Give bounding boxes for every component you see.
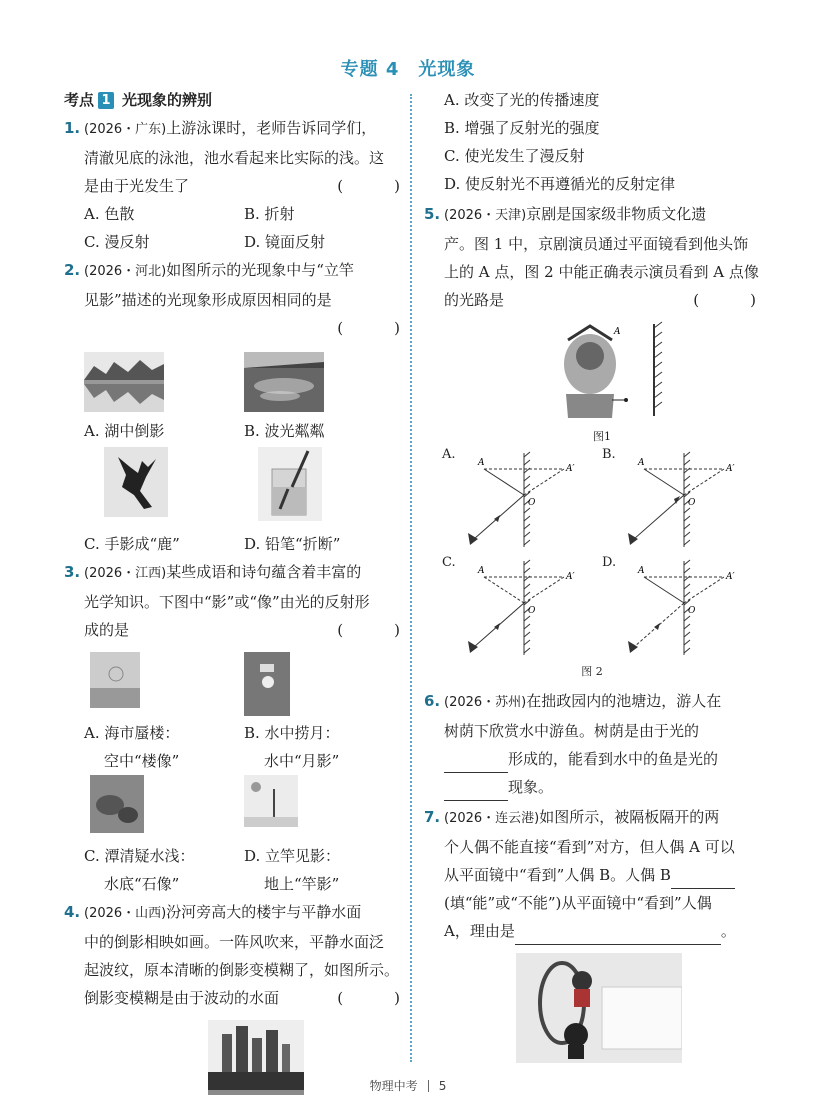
question-text: 京剧是国家级非物质文化遗 [526,205,707,223]
section-label: 考点 [64,91,95,109]
question-text: 是由于光发生了 [84,177,190,195]
question-text: 中的倒影相映如画。一阵风吹来，平静水面泛 [84,933,385,951]
ray-diagram-option-b [584,449,744,553]
page-title: 专题 4 光现象 [340,59,476,80]
question-number: 4. [64,903,81,921]
virtual-ray [684,577,724,603]
question-source: (2026・江西) [84,566,167,581]
question-text: 在拙政园内的池塘边，游人在 [526,692,722,710]
mirror-hatch [684,616,690,621]
point-a-prime-label: A′ [726,572,735,582]
ray-diagram [434,449,584,553]
option-c: C. 潭清疑水浅： 水底“石像” [84,847,195,893]
mirror-hatch [684,476,690,481]
mirror-hatch [684,484,690,489]
question-source: (2026・天津) [444,208,527,223]
question-text: 上的 A 点，图 2 中能正确表示演员看到 A 点像 [444,263,759,281]
ray-diagram [594,449,744,553]
question-text: 树荫下欣赏水中游鱼。树荫是由于光的 [444,722,700,740]
dolls-mirror-photo [516,953,682,1063]
option-c: C. 手影成“鹿” [84,535,180,553]
mirror-hatch [524,648,530,653]
mirror-hatch [524,484,530,489]
option-a: A. 改变了光的传播速度 [444,91,600,109]
point-a-label: A [614,327,621,337]
answer-blank-1[interactable] [444,755,508,773]
question-1 [64,114,418,256]
mirror-hatch [524,516,530,521]
moon-in-water-photo [244,652,290,716]
clear-pond-photo [90,775,144,833]
question-number: 3. [64,563,81,581]
mirror-hatch [524,560,530,565]
virtual-ray [524,577,564,603]
eye-icon [628,533,638,545]
mirror-hatch [684,460,690,465]
left-column [64,86,418,1095]
virtual-ray [684,469,724,495]
footer-book-title: 物理中考 [369,1079,418,1093]
point-a-label: A [478,458,485,468]
mirror-hatch [684,624,690,629]
diagram-option-label: B. [602,447,616,462]
incident-ray [644,469,684,495]
ray-diagram-option-d [584,557,744,661]
option-a: A. 色散 [84,205,135,223]
question-number: 1. [64,119,81,137]
question-text: (填“能”或“不能”)从平面镜中“看到”人偶 [444,894,712,912]
option-a: A. 湖中倒影 [84,422,165,440]
incident-ray [484,577,524,603]
mirror-hatch [684,592,690,597]
right-column [424,86,774,1072]
water-sparkle-photo [244,352,324,412]
mirror-hatch [684,648,690,653]
mirror-hatch [524,624,530,629]
hand-shadow-deer-photo [104,447,168,517]
answer-blank-2[interactable] [444,783,508,801]
question-text: 光学知识。下图中“影”或“像”由光的反射形 [84,593,370,611]
question-text: 产。图 1 中，京剧演员通过平面镜看到他头饰 [444,235,749,253]
mirror-hatch [524,616,530,621]
mirror-hatch [684,516,690,521]
question-source: (2026・广东) [84,122,167,137]
section-text: 光现象的辨别 [122,91,213,109]
mirror-hatch [684,540,690,545]
question-source: (2026・连云港) [444,811,540,826]
question-text: 清澈见底的泳池，池水看起来比实际的浅。这 [84,149,385,167]
column-divider [410,94,412,1062]
question-3 [64,558,418,898]
option-d: D. 立竿见影： 地上“竿影” [244,847,341,893]
page-footer [0,1072,816,1095]
question-2 [64,256,418,558]
option-c: C. 漫反射 [84,233,150,251]
mirror-hatch [684,568,690,573]
ray-diagram-options [424,449,754,663]
question-text: 形成的，能看到水中的鱼是光的 [508,750,719,768]
option-d: D. 使反射光不再遵循光的反射定律 [444,175,676,193]
question-text: 如图所示的光现象中与“立竿 [166,261,354,279]
pole-shadow-photo [244,775,298,827]
option-b: B. 水中捞月： 水中“月影” [244,724,340,770]
mirror-hatch [524,632,530,637]
diagram-option-label: A. [442,447,456,462]
question-text: 汾河旁高大的楼宇与平静水面 [166,903,362,921]
question-text: 上游泳课时，老师告诉同学们， [166,119,377,137]
diagram-option-label: D. [602,555,617,570]
mirror-hatch [524,640,530,645]
mirror-hatch [684,584,690,589]
mirror-hatch [524,540,530,545]
mirror-hatch [524,476,530,481]
question-text: A，理由是 [444,922,515,940]
question-7 [424,803,760,1072]
point-a-prime-label: A′ [726,464,735,474]
virtual-ray [524,469,564,495]
question-number: 5. [424,205,441,223]
mirror-hatch [524,568,530,573]
option-b: B. 增强了反射光的强度 [444,119,600,137]
question-text: 现象。 [508,778,554,796]
question-text: 从平面镜中“看到”人偶 B。人偶 B [444,866,671,884]
question-4 [64,898,418,1095]
mirror-hatch [524,460,530,465]
question-text: 的光路是 [444,291,505,309]
incident-ray [644,577,684,603]
question-source: (2026・山西) [84,906,167,921]
mirror-hatch [684,640,690,645]
eye-icon [468,533,478,545]
option-c: C. 使光发生了漫反射 [444,147,585,165]
page-number: 5 [438,1079,447,1093]
ray-arrowhead [654,623,660,630]
question-text: 成的是 [84,621,130,639]
section-heading [64,86,404,114]
option-b: B. 波光粼粼 [244,422,325,440]
answer-bracket: ( ) [337,621,418,639]
question-5 [424,200,774,681]
answer-bracket: ( ) [337,319,418,337]
question-text: 某些成语和诗句蕴含着丰富的 [166,563,362,581]
mirror-hatch [524,508,530,513]
ray-diagram-option-c [424,557,584,661]
question-source: (2026・苏州) [444,695,527,710]
mirror-hatch [684,632,690,637]
mirror-hatch [684,508,690,513]
option-a: A. 海市蜃楼： 空中“楼像” [84,724,180,770]
pencil-in-glass-photo [258,447,322,521]
question-text: 起波纹，原本清晰的倒影变模糊了，如图所示。 [84,961,400,979]
point-a-label: A [478,566,485,576]
ray-diagram-option-a [424,449,584,553]
ray-diagram [594,557,744,661]
point-a-prime-label: A′ [566,572,575,582]
section-number-badge: 1 [98,92,114,109]
question-6 [424,687,760,801]
question-source: (2026・河北) [84,264,167,279]
mirror-hatch [524,524,530,529]
eye-icon [628,641,638,653]
answer-blank-1[interactable] [671,871,735,889]
answer-bracket: ( ) [693,291,774,309]
answer-bracket: ( ) [337,177,418,195]
question-text: 个人偶不能直接“看到”对方，但人偶 A 可以 [444,838,735,856]
answer-blank-2[interactable] [515,927,721,945]
ray-diagram [434,557,584,661]
point-a-prime-label: A′ [566,464,575,474]
mirror-hatch [684,452,690,457]
mirror-hatch [524,452,530,457]
mirror-hatch [524,592,530,597]
point-o-label: O [528,606,536,616]
question-number: 2. [64,261,81,279]
point-a-label: A [638,458,645,468]
figure-1-caption: 图1 [593,430,611,443]
mirror-hatch [524,532,530,537]
question-text: 见影”描述的光现象形成原因相同的是 [84,291,332,309]
point-o-label: O [688,498,696,508]
point-o-label: O [528,498,536,508]
option-d: D. 铅笔“折断” [244,535,341,553]
option-d: D. 镜面反射 [244,233,326,251]
mirror-hatch [684,560,690,565]
option-b: B. 折射 [244,205,295,223]
question-text: 如图所示，被隔板隔开的两 [539,808,720,826]
mirror-hatch [684,524,690,529]
incident-ray [484,469,524,495]
answer-bracket: ( ) [337,989,418,1007]
eye-icon [468,641,478,653]
mirror-hatch [684,532,690,537]
question-text: 倒影变模糊是由于波动的水面 [84,989,280,1007]
figure-2-caption: 图 2 [581,665,603,678]
point-a-label: A [638,566,645,576]
mirage-photo [90,652,140,708]
opera-actor-mirror-figure [552,320,672,420]
question-text: 。 [720,922,736,940]
diagram-option-label: C. [442,555,456,570]
lake-reflection-photo [84,352,164,412]
question-number: 7. [424,808,441,826]
point-o-label: O [688,606,696,616]
question-number: 6. [424,692,441,710]
mirror-hatch [524,584,530,589]
